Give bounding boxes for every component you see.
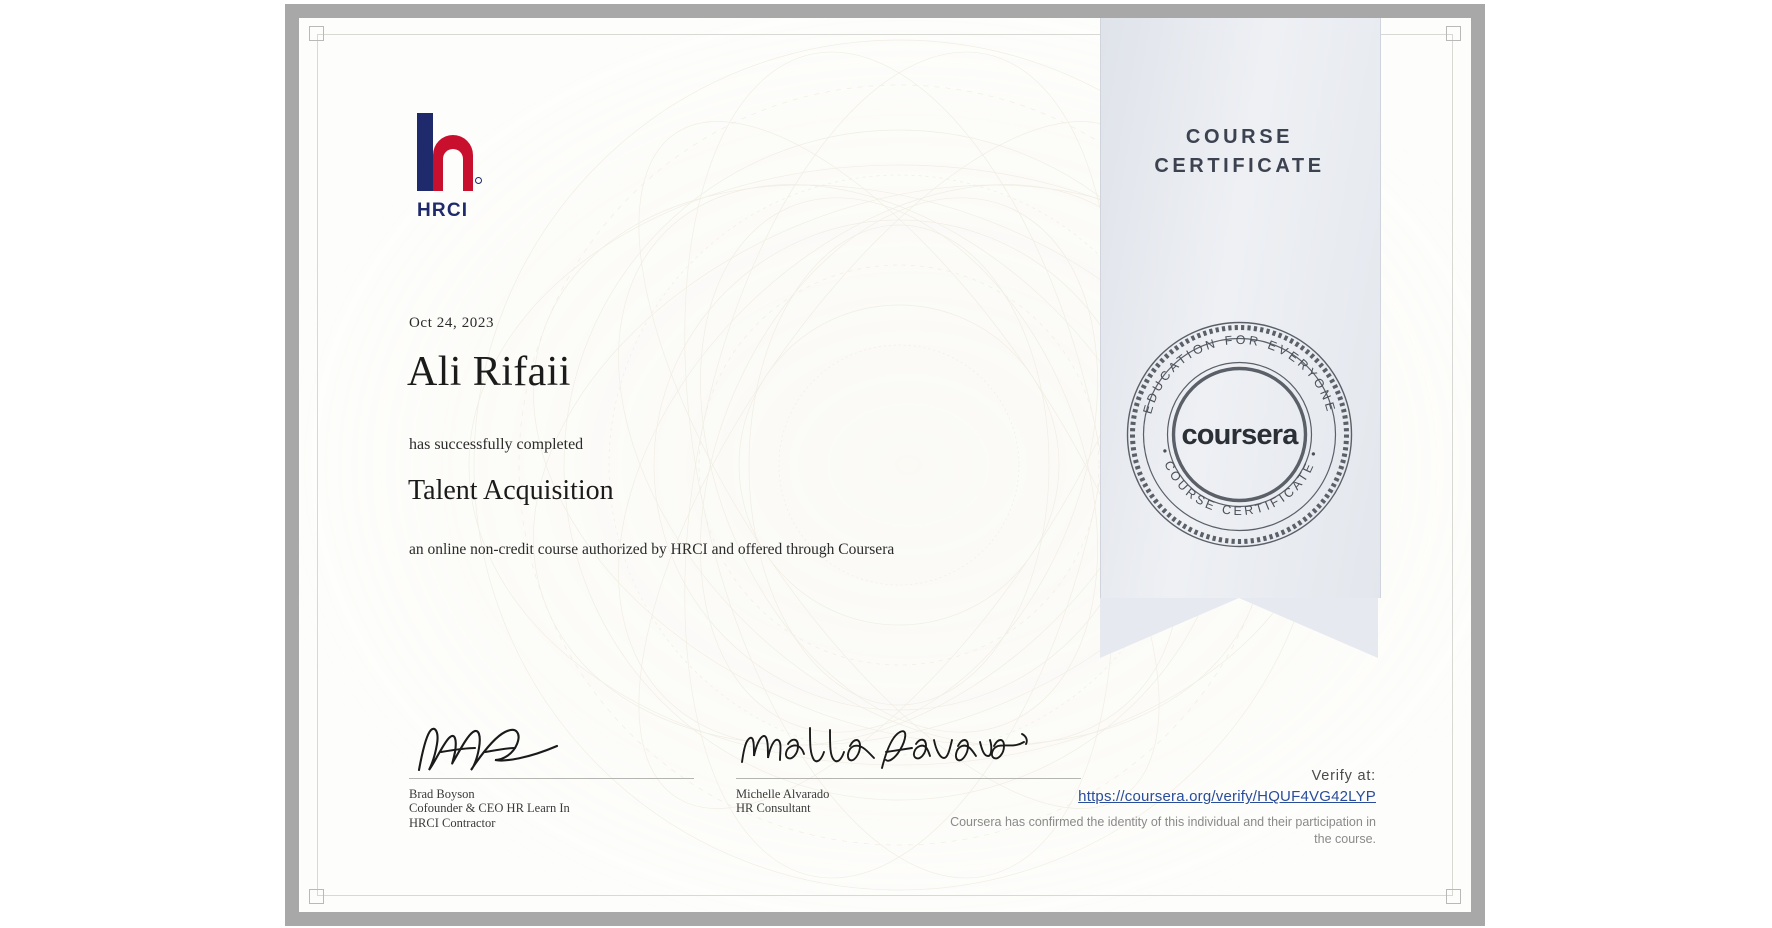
hrci-wordmark: HRCI	[417, 200, 469, 221]
svg-text:• COURSE CERTIFICATE •: • COURSE CERTIFICATE •	[1157, 447, 1322, 519]
verify-block	[936, 768, 1376, 848]
signatory-title-2: HR Consultant	[736, 801, 811, 816]
verify-note: Coursera has confirmed the identity of this individual and their participation in the course.	[950, 815, 1376, 847]
course-name: Talent Acquisition	[408, 475, 614, 506]
issue-date: Oct 24, 2023	[409, 315, 495, 331]
hrci-mark-icon	[417, 113, 479, 191]
corner-ornament-top-left	[309, 26, 324, 41]
corner-ornament-bottom-right	[1446, 889, 1461, 904]
certificate-page	[299, 18, 1471, 912]
signature-image-1	[409, 718, 709, 778]
signatory-name-2: Michelle Alvarado	[736, 787, 830, 801]
signatory-title-1: Cofounder & CEO HR Learn In	[409, 801, 570, 816]
corner-ornament-top-right	[1446, 26, 1461, 41]
verify-link[interactable]: https://coursera.org/verify/HQUF4VG42LYP	[1078, 788, 1376, 806]
recipient-name: Ali Rifaii	[407, 349, 571, 395]
completion-line: has successfully completed	[409, 436, 584, 453]
hrci-logo-icon	[409, 113, 499, 223]
verify-label: Verify at:	[1311, 768, 1376, 785]
signature-rule-1	[409, 778, 694, 779]
signatory-name-1: Brad Boyson	[409, 787, 475, 801]
ribbon-tail	[1100, 598, 1378, 658]
certificate-page-frame	[285, 4, 1485, 926]
ribbon-title-line2: CERTIFICATE	[1154, 155, 1325, 177]
corner-ornament-bottom-left	[309, 889, 324, 904]
signatory-title-1b: HRCI Contractor	[409, 815, 496, 830]
signature-block-1	[409, 718, 709, 830]
svg-text:EDUCATION FOR EVERYONE: EDUCATION FOR EVERYONE	[1140, 332, 1339, 416]
svg-text:coursera: coursera	[1181, 419, 1298, 451]
coursera-seal-icon	[1123, 318, 1356, 551]
ribbon-title-line1: COURSE	[1185, 126, 1294, 148]
ribbon-title	[1100, 123, 1379, 181]
course-certificate-ribbon	[1100, 18, 1379, 658]
course-description: an online non-credit course authorized by HRCI and offered through Coursera	[409, 541, 895, 558]
